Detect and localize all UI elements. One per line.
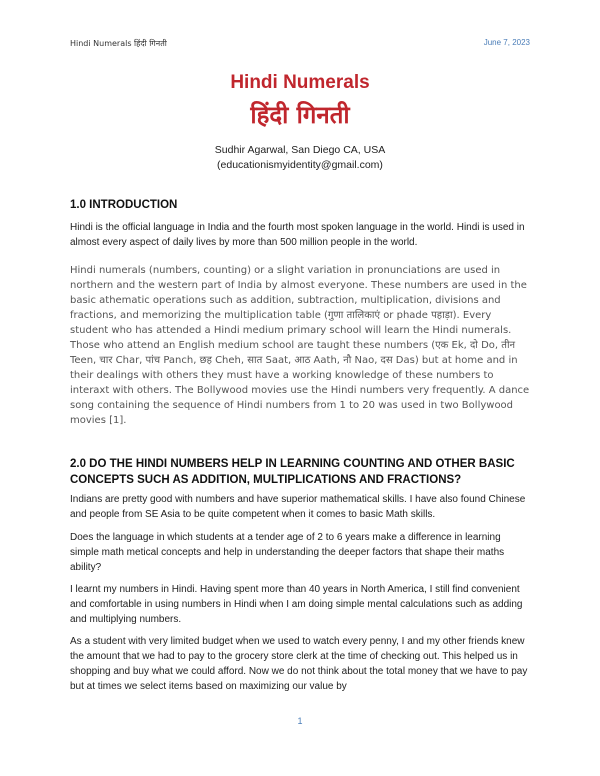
section2-paragraph-1: Indians are pretty good with numbers and have superior mathematical skills. I have also found Chinese and people from SE Asia to be quite competent when it comes to basic Math skills. <box>70 494 526 520</box>
section-heading-introduction: 1.0 INTRODUCTION <box>70 199 178 211</box>
section2-paragraph-4: As a student with very limited budget when we used to watch every penny, I and my other friends knew the amount that we had to pay to the grocery store clerk at the time of checking out. This helped us in shopping and buy what we could afford. Now we do not think about the total money that we have to pay but at times we select items based on maximizing our value by <box>70 636 528 692</box>
section-heading-hindi-numbers: 2.0 DO THE HINDI NUMBERS HELP IN LEARNING COUNTING AND OTHER BASIC CONCEPTS SUCH AS ADDITION, MULTIPLICATIONS AND FRACTIONS? <box>70 458 515 486</box>
author-block <box>0 143 600 173</box>
running-header-date: June 7, 2023 <box>483 38 530 47</box>
section2-paragraph-2: Does the language in which students at a tender age of 2 to 6 years make a difference in learning simple math metical concepts and help in understanding the deeper factors that shape their maths ability? <box>70 532 505 573</box>
document-title: Hindi Numerals <box>230 72 370 93</box>
page-number: 1 <box>297 716 303 726</box>
section2-paragraph-3: I learnt my numbers in Hindi. Having spent more than 40 years in North America, I still find convenient and comfortable in using numbers in Hindi when I am doing simple mental calculations such as adding and multiplying numbers. <box>70 584 523 625</box>
running-header-title: Hindi Numerals हिंदी गिनती <box>70 39 167 48</box>
author-email: (educationismyidentity@gmail.com) <box>217 159 383 171</box>
document-title-hindi: हिंदी गिनती <box>250 101 350 129</box>
intro-paragraph-1: Hindi is the official language in India and the fourth most spoken language in the world. Hindi is used in almost every aspect of daily lives by more than 500 million people in the world. <box>70 222 525 248</box>
intro-paragraph-2: Hindi numerals (numbers, counting) or a slight variation in pronunciations are used in northern and the western part of India by almost everyone. These numbers are used in the basic athematic operations such as addition, subtraction, multiplication, divisions and fractions, and memorizing the multiplication table (गुणा तालिकाएं or phade पहाड़ा). Every student who has attended a Hindi medium primary school will learn the Hindi numerals. Those who attend an English medium school are taught these numbers (एक Ek, दो Do, तीन Teen, चार Char, पांच Panch, छह Cheh, सात Saat, आठ Aath, नौ Nao, दस Das) but at home and in their dealings with others they must have a working knowledge of these numbers to interaxt with others. The Bollywood movies use the Hindi numbers very frequently. A dance song containing the sequence of Hindi numbers from 1 to 20 was used in two Bollywood movies [1]. <box>70 265 530 426</box>
author-name: Sudhir Agarwal, San Diego CA, USA <box>214 144 386 156</box>
